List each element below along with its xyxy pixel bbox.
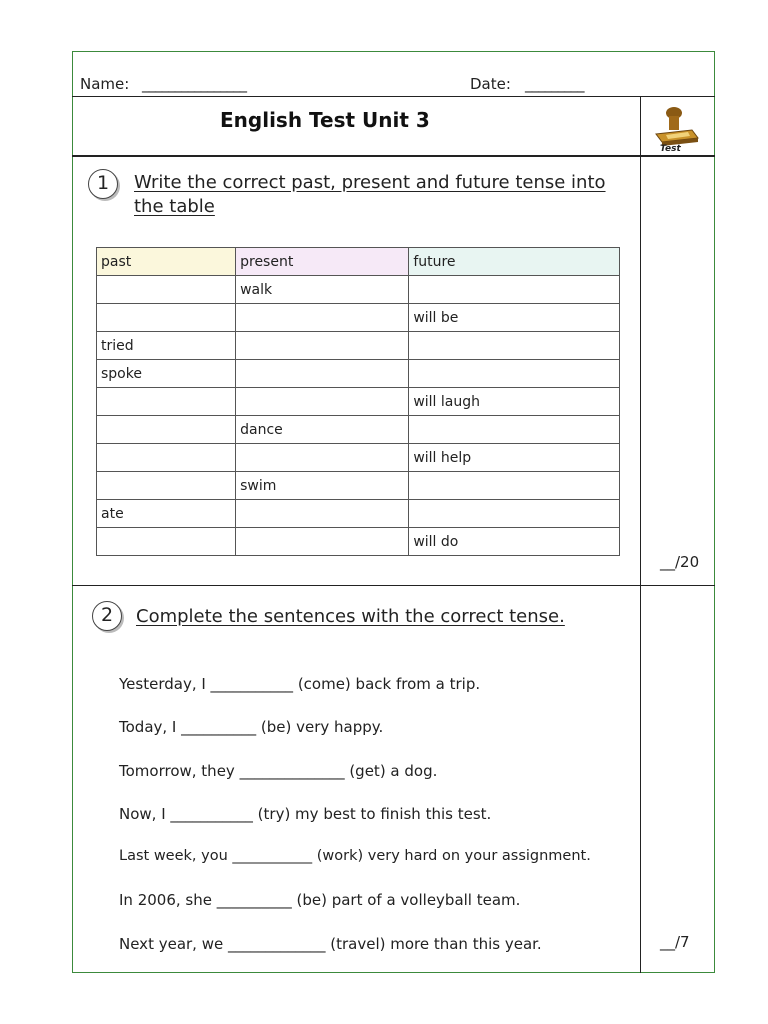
sentence-item[interactable]: Now, I ___________ (try) my best to finish this test. <box>119 805 492 823</box>
table-cell[interactable] <box>236 528 409 556</box>
column-header-future: future <box>409 248 620 276</box>
table-cell[interactable]: walk <box>236 276 409 304</box>
table-cell[interactable] <box>97 472 236 500</box>
stamp-caption: Test <box>660 144 681 154</box>
name-field[interactable]: ________________ <box>142 75 246 93</box>
header-top-line <box>72 96 715 97</box>
header-bottom-line <box>72 155 715 157</box>
table-cell[interactable] <box>409 360 620 388</box>
table-row <box>97 388 620 416</box>
table-row <box>97 528 620 556</box>
question-number-2: 2 <box>92 601 122 631</box>
page-title: English Test Unit 3 <box>220 108 430 132</box>
section-1-score: __/20 <box>660 553 700 571</box>
sentence-item[interactable]: Last week, you ___________ (work) very hard on your assignment. <box>119 848 591 864</box>
table-cell[interactable] <box>236 332 409 360</box>
section-2-score: __/7 <box>660 933 690 951</box>
table-cell[interactable] <box>409 500 620 528</box>
table-cell[interactable]: tried <box>97 332 236 360</box>
section-divider <box>72 585 715 586</box>
table-row <box>97 332 620 360</box>
sentence-item[interactable]: In 2006, she __________ (be) part of a volleyball team. <box>119 891 521 909</box>
table-cell[interactable]: swim <box>236 472 409 500</box>
name-label: Name: <box>80 75 130 93</box>
column-header-present: present <box>236 248 409 276</box>
table-row <box>97 500 620 528</box>
date-field[interactable]: _________ <box>525 75 584 93</box>
question-1-instruction: Write the correct past, present and future tense into the table <box>134 172 606 217</box>
tense-table <box>96 247 620 556</box>
table-row <box>97 444 620 472</box>
sentence-item[interactable]: Today, I __________ (be) very happy. <box>119 718 384 736</box>
table-cell[interactable] <box>236 304 409 332</box>
table-cell[interactable]: ate <box>97 500 236 528</box>
sentence-item[interactable]: Next year, we _____________ (travel) more than this year. <box>119 935 542 953</box>
question-number-1: 1 <box>88 169 118 199</box>
sentence-item[interactable]: Tomorrow, they ______________ (get) a dog. <box>119 762 438 780</box>
table-cell[interactable] <box>409 276 620 304</box>
table-cell[interactable] <box>236 500 409 528</box>
table-cell[interactable]: will laugh <box>409 388 620 416</box>
table-header-row <box>97 248 620 276</box>
table-cell[interactable]: will help <box>409 444 620 472</box>
table-row <box>97 472 620 500</box>
table-cell[interactable] <box>236 388 409 416</box>
column-header-past: past <box>97 248 236 276</box>
table-row <box>97 304 620 332</box>
table-cell[interactable] <box>409 416 620 444</box>
table-cell[interactable] <box>236 360 409 388</box>
table-row <box>97 360 620 388</box>
table-cell[interactable] <box>409 472 620 500</box>
table-cell[interactable]: will do <box>409 528 620 556</box>
table-row <box>97 416 620 444</box>
table-cell[interactable] <box>97 528 236 556</box>
table-cell[interactable] <box>409 332 620 360</box>
date-label: Date: <box>470 75 511 93</box>
table-cell[interactable] <box>97 444 236 472</box>
score-column-divider <box>640 96 641 973</box>
table-cell[interactable] <box>97 304 236 332</box>
table-cell[interactable] <box>236 444 409 472</box>
table-cell[interactable] <box>97 388 236 416</box>
table-cell[interactable]: dance <box>236 416 409 444</box>
table-row <box>97 276 620 304</box>
question-2-instruction: Complete the sentences with the correct tense. <box>136 606 565 627</box>
table-cell[interactable] <box>97 416 236 444</box>
table-cell[interactable] <box>97 276 236 304</box>
table-cell[interactable]: will be <box>409 304 620 332</box>
table-cell[interactable]: spoke <box>97 360 236 388</box>
sentence-item[interactable]: Yesterday, I ___________ (come) back from a trip. <box>119 675 481 693</box>
